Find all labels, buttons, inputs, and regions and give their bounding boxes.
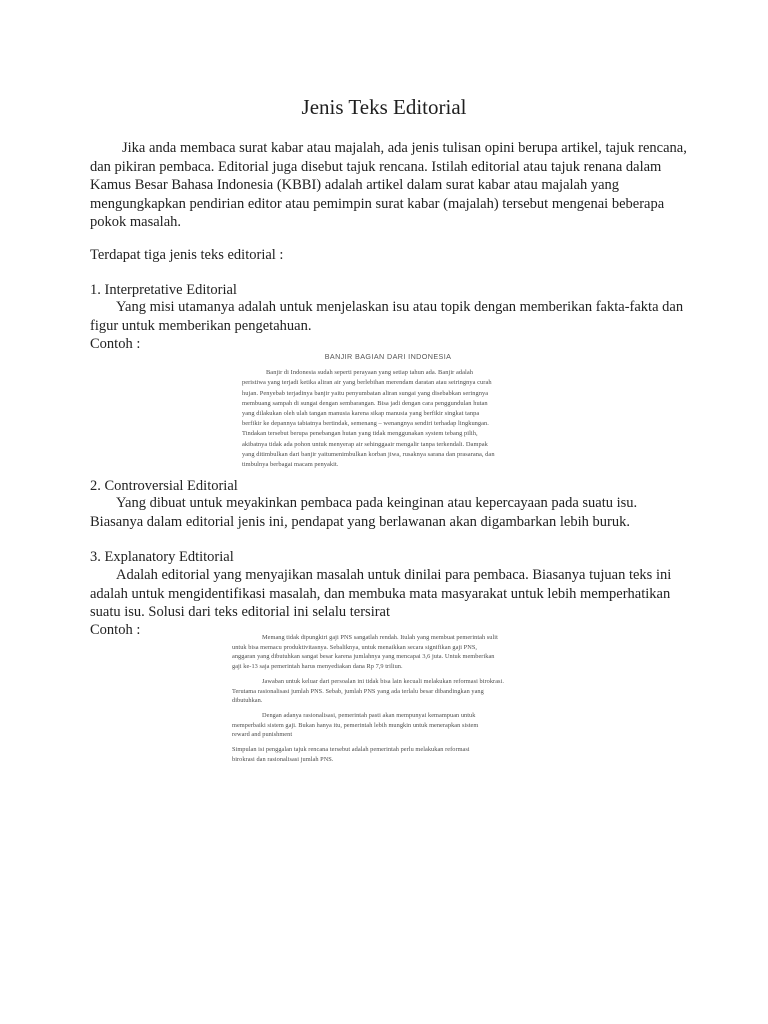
- example-text-line: akibatnya tidak ada pohon untuk menyerap air sehinggaair mengalir tanpa terkendali. Dampak: [242, 440, 488, 448]
- section-body-controversial: Yang dibuat untuk meyakinkan pembaca pada keinginan atau kepercayaan pada suatu isu. Biasanya dalam editorial jenis ini, pendapat yang berlawanan akan digambarkan lebih buruk.: [90, 495, 638, 530]
- types-intro: Terdapat tiga jenis teks editorial :: [90, 247, 284, 263]
- example-label-1: Contoh :: [90, 336, 141, 352]
- example-text-line: Simpulan isi penggalan tajuk rencana tersebut adalah pemerintah perlu melakukan reformasi: [232, 746, 470, 754]
- example-text-line: timbulnya berbagai macam penyakit.: [242, 461, 339, 469]
- example-image-pns: [232, 633, 537, 764]
- example-image-title: BANJIR BAGIAN DARI INDONESIA: [324, 352, 452, 361]
- example-text-line: peristiwa yang terjadi ketika aliran air yang berlebihan merendam daratan atau seiringnya curah: [242, 379, 492, 387]
- example-text-line: birokrasi dan rasionalisasi jumlah PNS.: [232, 755, 334, 763]
- example-text-line: Tindakan tersebut berupa penebangan hutan yang tidak menggunakan system tebang pilih,: [242, 430, 478, 438]
- example-text-line: reward and punishment: [232, 731, 293, 739]
- section-heading-interpretative: 1. Interpretative Editorial: [90, 282, 237, 298]
- example-text-line: gaji ke-13 saja pemerintah harus menyediakan dana Rp 7,9 triliun.: [232, 663, 403, 671]
- example-text-line: Dengan adanya rasionalisasi, pemerintah pasti akan mempunyai kemampuan untuk: [262, 711, 476, 719]
- section-heading-controversial: 2. Controversial Editorial: [90, 478, 238, 494]
- example-text-line: yang dilakukan oleh ulah tangan manusia karena sikap manusia yang berfikir singkat tanpa: [242, 410, 480, 418]
- intro-paragraph: Jika anda membaca surat kabar atau majalah, ada jenis tulisan opini berupa artikel, tajuk rencana, dan pikiran pembaca. Editorial juga disebut tajuk rencana. Istilah editorial atau tajuk renana dalam Kamus Besar Bahasa Indonesia (KBBI) adalah artikel dalam surat kabar atau majalah yang mengungkapkan pendirian editor atau pemimpin surat kabar (majalah) tersebut mengenai beberapa pokok masalah.: [90, 140, 687, 230]
- section-body-explanatory: Adalah editorial yang menyajikan masalah untuk dinilai para pembaca. Biasanya tujuan teks ini adalah untuk mengidentifikasi masalah, dan membuka mata masyarakat untuk lebih memperhatikan suatu isu. Solusi dari teks editorial ini selalu tersirat: [90, 567, 672, 620]
- example-text-line: Memang tidak dipungkiri gaji PNS sangatlah rendah. Itulah yang membuat pemerintah sulit: [262, 634, 498, 641]
- example-text-line: yang ditimbulkan dari banjir yaitumenimbulkan korban jiwa, rusaknya sarana dan prasarana, dan: [242, 450, 495, 458]
- example-text-line: hujan. Penyebab terjadinya banjir yaitu penyumbatan aliran sungai yang disebabkan seringnya: [242, 389, 489, 397]
- page-title: Jenis Teks Editorial: [301, 95, 467, 119]
- example-text-line: anggaran yang dibutuhkan sangat besar karena jumlahnya yang mencapai 3,6 juta. Untuk memberikan: [232, 653, 495, 661]
- example-text-line: untuk bisa memacu produktivitasnya. Sebaliknya, untuk menaikkan secara signifikan gaji PNS,: [232, 643, 478, 651]
- example-text-line: membuang sampah di sungai dengan sembarangan. Bisa jadi dengan cara penggundulan hutan: [242, 399, 488, 407]
- section-body-interpretative: Yang misi utamanya adalah untuk menjelaskan isu atau topik dengan memberikan fakta-fakta dan figur untuk memberikan pengetahuan.: [90, 299, 684, 334]
- example-text-line: Banjir di Indonesia sudah seperti perayaan yang setiap tahun ada. Banjir adalah: [266, 369, 473, 377]
- example-label-3: Contoh :: [90, 622, 141, 638]
- example-image-banjir: [242, 352, 534, 470]
- example-text-line: berfikir ke depannya tabiatnya bertindak, semenang – wenangnya sendiri terhadap lingkungan.: [242, 420, 489, 428]
- example-text-line: memperbaiki sistem gaji. Bukan hanya itu, pemerintah lebih mungkin untuk menerapkan sistem: [232, 721, 479, 729]
- example-text-line: Jawaban untuk keluar dari persoalan ini tidak bisa lain kecuali melakukan reformasi birokrasi.: [262, 677, 504, 685]
- example-text-line: Terutama rasionalisasi jumlah PNS. Sebab, jumlah PNS yang ada terlalu besar dibandingkan yang: [232, 687, 484, 695]
- example-text-line: dibutuhkan.: [232, 697, 263, 705]
- section-heading-explanatory: 3. Explanatory Edtitorial: [90, 549, 234, 565]
